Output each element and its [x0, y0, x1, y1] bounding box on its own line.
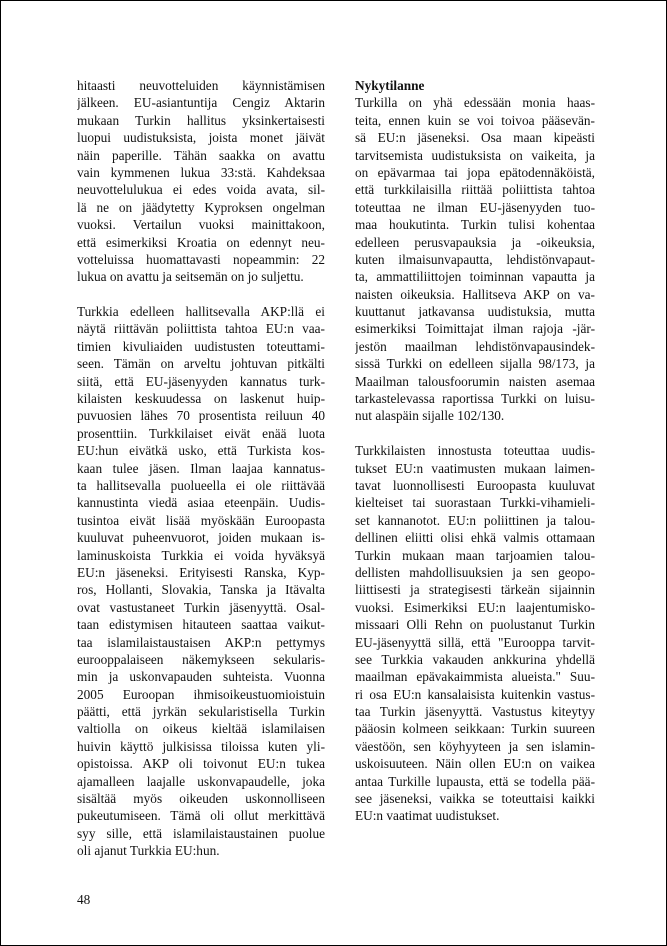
text-line: ta, ammattiliittojen toiminnan vapautta ja: [355, 269, 595, 285]
text-line: ta hallitsevalla puolueella ei ole riittävää: [77, 477, 325, 493]
text-line: vuoksi. Vertailun vuoksi mainittakoon,: [77, 217, 325, 233]
text-line: lä ne on jäädytetty Kyproksen ongelman: [77, 199, 325, 215]
right-text-column: [355, 77, 595, 825]
text-line: kuuttanut jatkavansa uudistuksia, mutta: [355, 304, 595, 320]
paragraph-gap: [77, 286, 325, 303]
paragraph: [77, 77, 325, 286]
text-line: min ja uskonvapauden suhteista. Vuonna: [77, 669, 325, 685]
text-line: Turkkia edelleen hallitsevalla AKP:llä ei: [77, 304, 325, 320]
text-line: EU:n jäseneksi. Erityisesti Ranska, Kyp-: [77, 564, 325, 580]
text-line: EU:hun eivätkä usko, että Turkista kos-: [77, 443, 325, 459]
text-line: dellinen eliitti olisi ehkä valmis ottamaan: [355, 530, 595, 546]
text-line: edelleen perusvapauksia ja -oikeuksia,: [355, 234, 595, 250]
text-line: luopui uudistuksista, joista monet jäivät: [77, 130, 325, 146]
text-line: maailman epävakaimmista alueista." Suu-: [355, 669, 595, 685]
text-line: uskoisuuteen. Näin ollen EU:n on vaikea: [355, 756, 595, 772]
text-line: naisten oikeuksia. Hallitseva AKP on va-: [355, 286, 595, 302]
text-line: tusintoa eivät lisää myöskään Euroopasta: [77, 512, 325, 528]
text-line: jestön maailman lehdistönvapausindek-: [355, 338, 595, 354]
text-line: ajamalleen laajalle uskonvapaudelle, joka: [77, 773, 325, 789]
text-line: tavat luonnollisesti Euroopasta kuuluvat: [355, 477, 595, 493]
text-line: päätti, että jyrkän sekularistisella Turkin: [77, 704, 325, 720]
text-line: nut alaspäin sijalle 102/130.: [355, 408, 505, 424]
text-line: huivin käyttö julkisissa tiloissa kuten yli-: [77, 738, 325, 754]
text-line: valtiolla on oikeus kieltää islamilaisen: [77, 721, 325, 737]
text-line: liittisesti ja strategisesti tärkeän sijainnin: [355, 582, 595, 598]
text-line: kuuluvat puheenvuorot, joiden mukaan is-: [77, 530, 325, 546]
text-line: missaari Olli Rehn on puolustanut Turkin: [355, 617, 595, 633]
text-line: väestöön, sen köyhyyteen ja sen islamin-: [355, 738, 595, 754]
text-line: oli ajanut Turkkia EU:hun.: [77, 843, 220, 859]
page-number: 48: [77, 892, 91, 907]
text-line: toteuttaa ne ilman EU-jäsenyyden tuo-: [355, 199, 595, 215]
text-line: prosenttiin. Turkkilaiset eivät enää luota: [77, 425, 325, 441]
paragraph: [77, 303, 325, 860]
text-line: dellisten mahdollisuuksien ja sen geopo-: [355, 564, 595, 580]
paragraph-gap: [355, 425, 595, 442]
text-line: timien kivuliaiden uudistusten toteuttami-: [77, 338, 325, 354]
text-line: vuoksi. Esimerkiksi EU:n laajentumisko-: [355, 599, 595, 615]
text-line: votteluissa huomattavasti nopeammin: 22: [77, 251, 325, 267]
text-line: puvuosien lähes 70 prosentista reiluun 40: [77, 408, 325, 424]
text-line: sä EU:n jäseneksi. Osa maan kipeästi: [355, 130, 595, 146]
text-line: kielteiset tai suorastaan Turkki-vihamieli-: [355, 495, 595, 511]
text-line: opistoissa. AKP oli toivonut EU:n tukea: [77, 756, 325, 772]
text-line: jälkeen. EU-asiantuntija Cengiz Aktarin: [77, 95, 325, 111]
text-line: pääosin kolmeen seikkaan: Turkin suureen: [355, 721, 595, 737]
left-text-column: [77, 77, 325, 860]
text-line: taa Turkin jäsenyyttä. Vastustus kiteytyy: [355, 704, 595, 720]
text-line: näin paperille. Tähän saakka on avattu: [77, 147, 325, 163]
text-line: vain kymmenen lukua 33:stä. Kahdeksaa: [77, 164, 325, 180]
text-line: esimerkiksi Toimittajat ilman rajoja -jär-: [355, 321, 595, 337]
text-line: pukeutumiseen. Tämä oli ollut merkittävä: [77, 808, 325, 824]
text-line: sisältää myös oikeuden uskonnolliseen: [77, 791, 325, 807]
text-line: että turkkilaisilla riittää poliittista tahtoa: [355, 182, 595, 198]
text-line: että esimerkiksi Kroatia on edennyt neu-: [77, 234, 325, 250]
text-line: mukaan Turkin hallitus yksinkertaisesti: [77, 112, 325, 128]
text-line: näytä riittävän poliittista tahtoa EU:n vaa-: [77, 321, 325, 337]
section-heading: Nykytilanne: [355, 78, 425, 93]
text-line: on epävarmaa tai jopa epätodennäköistä,: [355, 164, 595, 180]
text-line: 2005 Euroopan ihmisoikeustuomioistuin: [77, 686, 325, 702]
text-line: taa islamilaistaustaisen AKP:n pettymys: [77, 634, 325, 650]
text-line: tarkastelevassa raportissa Turkki on luisu-: [355, 391, 595, 407]
text-line: Turkkilaisten innostusta toteuttaa uudis-: [355, 443, 595, 459]
text-line: kaan tulee jäsen. Ilman laajaa kannatus-: [77, 460, 325, 476]
text-line: set kannanotot. EU:n poliittinen ja talou-: [355, 512, 595, 528]
text-line: see Turkkia vakauden ankkurina yhdellä: [355, 651, 595, 667]
text-line: antaa Turkille lupausta, että se todella pää-: [355, 773, 595, 789]
text-line: kilaisten keskuudessa on laskenut huip-: [77, 391, 325, 407]
text-line: seen. Tämän on arveltu johtuvan pitkälti: [77, 356, 325, 372]
text-line: maa houkutinta. Turkin tulisi kohentaa: [355, 217, 595, 233]
text-line: sissä Turkki on edelleen sijalla 98/173, ja: [355, 356, 595, 372]
text-line: siitä, että EU-jäsenyyden kannatus turk-: [77, 373, 325, 389]
text-line: teita, ennen kuin se voi toivoa pääsevän-: [355, 112, 595, 128]
text-line: ros, Hollanti, Slovakia, Tanska ja Itävalta: [77, 582, 325, 598]
text-line: EU:n vaatimat uudistukset.: [355, 808, 500, 824]
text-line: kannustinta viedä asiaa eteenpäin. Uudis-: [77, 495, 325, 511]
text-line: syy sille, että islamilaistaustainen puolue: [77, 825, 325, 841]
text-line: kuten ilmaisunvapautta, lehdistönvapaut-: [355, 251, 595, 267]
text-line: Maailman talousfoorumin naisten asemaa: [355, 373, 595, 389]
paragraph: [355, 94, 595, 424]
text-line: tarvitsemista uudistuksista on vaikeita, ja: [355, 147, 595, 163]
text-line: ri osa EU:n kansalaisista kuitenkin vastus-: [355, 686, 595, 702]
text-line: lukua on avattu ja seitsemän on jo suljettu.: [77, 269, 304, 285]
text-line: tukset EU:n vaatimusten mukaan laimen-: [355, 460, 595, 476]
text-line: Turkilla on yhä edessään monia haas-: [355, 95, 595, 111]
text-line: EU-jäsenyyttä sillä, että "Eurooppa tarvit-: [355, 634, 595, 650]
text-line: eurooppalaiseen näkemykseen sekularis-: [77, 651, 325, 667]
text-line: neuvottelulukua ei edes voida avata, sil-: [77, 182, 325, 198]
paragraph: [355, 442, 595, 825]
text-line: ovat vastustaneet Turkin jäsenyyttä. Osal-: [77, 599, 325, 615]
text-line: taan edistymisen hitauteen saattaa vaikut-: [77, 617, 325, 633]
text-line: hitaasti neuvotteluiden käynnistämisen: [77, 78, 325, 93]
text-line: laminuskoista Turkkia ei voida hyväksyä: [77, 547, 325, 563]
text-line: Turkin mukaan maan tarjoamien talou-: [355, 547, 595, 563]
text-line: see jäseneksi, vaikka se toteuttaisi kaikki: [355, 791, 595, 807]
